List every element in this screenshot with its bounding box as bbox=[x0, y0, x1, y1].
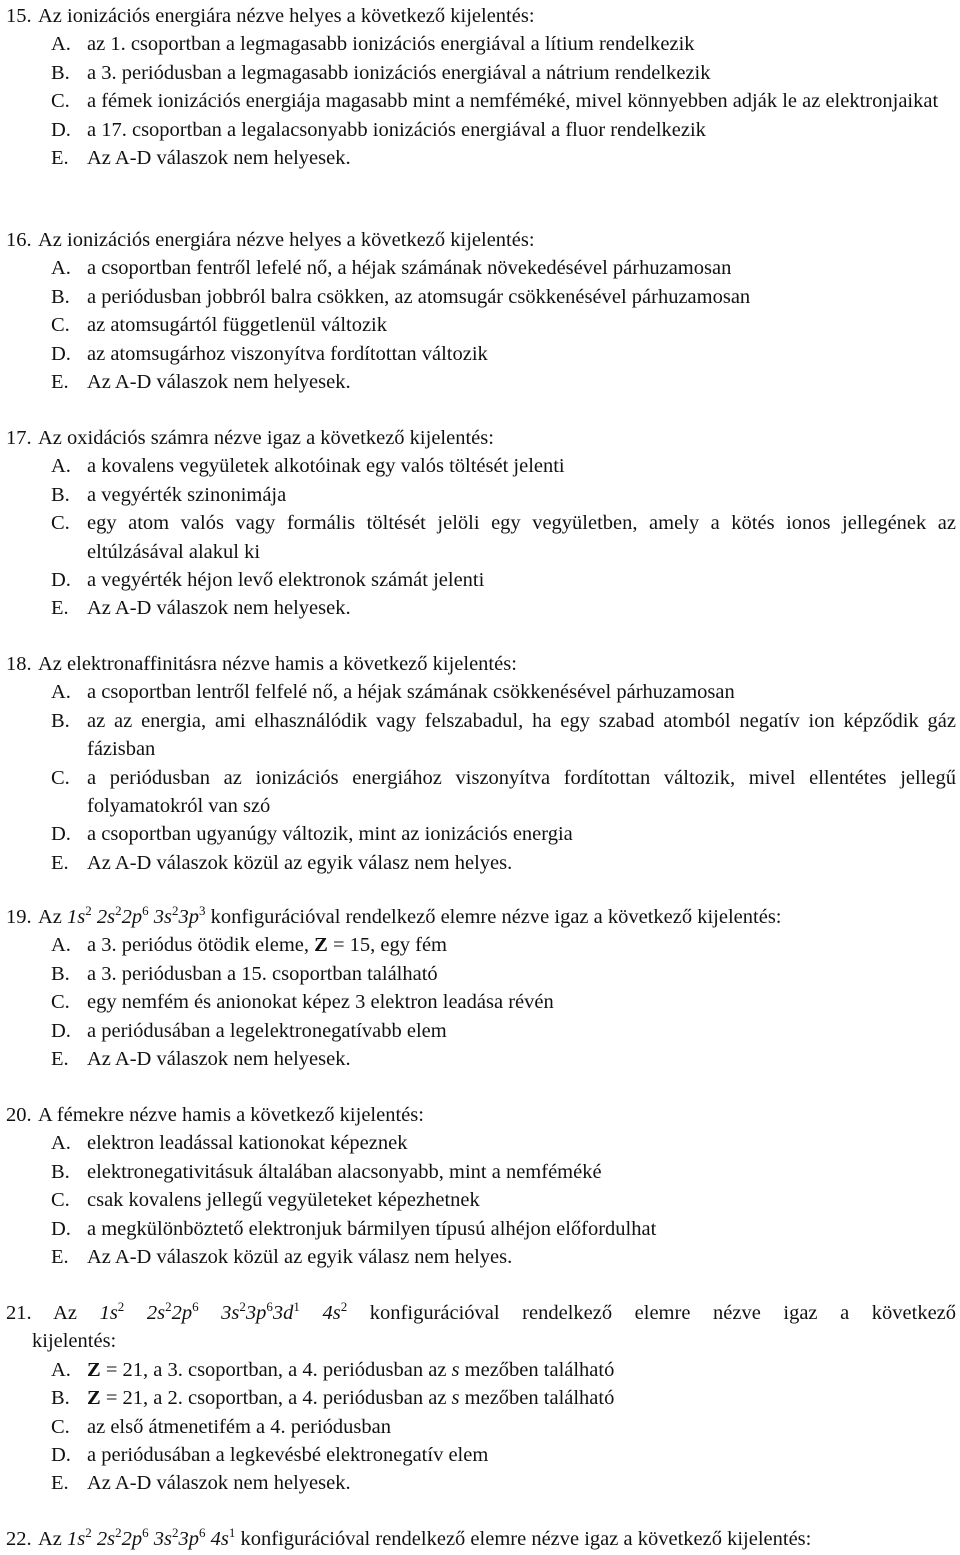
option-letter: C. bbox=[51, 314, 70, 337]
stem-suffix: konfigurációval rendelkező elemre nézve igaz a következő kijelentés: bbox=[235, 1528, 812, 1550]
config-orbital: 2p bbox=[121, 906, 143, 928]
option-letter: B. bbox=[51, 285, 70, 308]
option-text: a periódusban jobbról balra csökken, az atomsugár csökkenésével párhuzamosan bbox=[87, 285, 751, 308]
answer-option bbox=[6, 764, 956, 821]
question-text: Az ionizációs energiára nézve helyes a következő kijelentés: bbox=[38, 229, 535, 251]
option-text: a 17. csoportban a legalacsonyabb ionizációs energiával a fluor rendelkezik bbox=[87, 118, 706, 141]
question-19 bbox=[6, 903, 956, 1073]
option-text: Az A-D válaszok közül az egyik válasz nem helyes. bbox=[87, 1246, 513, 1269]
option-letter: A. bbox=[51, 1132, 71, 1155]
option-text-part: = 21, a 2. csoportban, a 4. periódusban az bbox=[100, 1387, 452, 1410]
question-text: Az ionizációs energiára nézve helyes a következő kijelentés: bbox=[38, 5, 535, 27]
option-letter: A. bbox=[51, 681, 71, 704]
config-orbital: 3p bbox=[178, 1528, 199, 1550]
stem-prefix: Az bbox=[53, 1302, 100, 1324]
question-text bbox=[53, 1299, 957, 1324]
config-exponent: 2 bbox=[171, 903, 179, 918]
option-text: elektronegativitásuk általában alacsonyabb, mint a nemféméké bbox=[87, 1160, 602, 1183]
option-letter: A. bbox=[51, 1358, 71, 1381]
question-stem bbox=[6, 226, 956, 254]
answer-option bbox=[6, 340, 956, 368]
config-orbital: 3s bbox=[198, 1302, 240, 1324]
answer-option bbox=[6, 1045, 956, 1073]
option-text: Az A-D válaszok nem helyesek. bbox=[87, 1472, 351, 1495]
option-text-part: a 3. periódus ötödik eleme, bbox=[87, 934, 315, 957]
option-letter: E. bbox=[51, 1246, 69, 1269]
option-letter: E. bbox=[51, 597, 69, 620]
option-text: a periódusában a legelektronegatívabb elem bbox=[87, 1019, 447, 1042]
option-letter: A. bbox=[51, 257, 71, 280]
config-exponent: 6 bbox=[266, 1299, 273, 1314]
option-text: elektron leadással kationokat képeznek bbox=[87, 1132, 408, 1155]
answer-option bbox=[6, 1215, 956, 1243]
config-orbital: 1s bbox=[67, 1528, 86, 1550]
answer-option bbox=[6, 59, 956, 87]
stem-suffix: konfigurációval rendelkező elemre nézve igaz a következő bbox=[347, 1302, 957, 1324]
option-text: a csoportban lentről felfelé nő, a héjak számának csökkenésével párhuzamosan bbox=[87, 681, 735, 704]
option-text: egy nemfém és anionokat képez 3 elektron leadása révén bbox=[87, 991, 554, 1014]
option-letter: D. bbox=[51, 823, 71, 846]
config-exponent: 1 bbox=[293, 1299, 300, 1314]
option-text: az atomsugártól függetlenül változik bbox=[87, 314, 388, 337]
question-number: 17. bbox=[6, 427, 32, 449]
option-letter: B. bbox=[51, 61, 70, 84]
option-letter: E. bbox=[51, 147, 69, 170]
option-letter: E. bbox=[51, 1048, 69, 1071]
atomic-number-symbol: Z bbox=[87, 1358, 101, 1381]
question-17 bbox=[6, 424, 956, 623]
config-exponent: 2 bbox=[117, 1299, 125, 1314]
option-letter: D. bbox=[51, 569, 71, 592]
question-number: 21. bbox=[6, 1302, 32, 1324]
question-text bbox=[38, 903, 956, 931]
config-exponent: 6 bbox=[192, 1299, 199, 1314]
question-16 bbox=[6, 226, 956, 396]
stem-suffix: konfigurációval rendelkező elemre nézve igaz a következő kijelentés: bbox=[205, 906, 782, 928]
option-letter: B. bbox=[51, 709, 70, 732]
config-orbital: 4s bbox=[299, 1302, 341, 1324]
block-symbol: s bbox=[451, 1387, 460, 1410]
atomic-number-symbol: Z bbox=[87, 1387, 101, 1410]
option-text bbox=[87, 931, 956, 959]
answer-option bbox=[6, 1441, 956, 1469]
option-letter: E. bbox=[51, 371, 69, 394]
option-text: az az energia, ami elhasználódik vagy felszabadul, ha egy szabad atomból negatív ion képződik gáz fázisban bbox=[87, 709, 956, 761]
option-text bbox=[87, 1356, 956, 1384]
option-letter: A. bbox=[51, 33, 71, 56]
option-letter: E. bbox=[51, 1472, 69, 1495]
question-stem bbox=[6, 1101, 956, 1129]
option-text: a fémek ionizációs energiája magasabb mint a nemféméké, mivel könnyebben adják le az elektronjaikat bbox=[87, 90, 939, 113]
config-orbital: 4s bbox=[205, 1528, 229, 1550]
option-letter: C. bbox=[51, 1415, 70, 1438]
question-text: Az oxidációs számra nézve igaz a következő kijelentés: bbox=[38, 427, 494, 449]
stem-prefix: Az bbox=[38, 1528, 68, 1550]
question-stem bbox=[6, 1299, 956, 1327]
config-exponent: 2 bbox=[340, 1299, 348, 1314]
option-letter: C. bbox=[51, 1189, 70, 1212]
question-text: A fémekre nézve hamis a következő kijelentés: bbox=[38, 1104, 424, 1126]
config-orbital: 1s bbox=[99, 1302, 118, 1324]
config-orbital: 3s bbox=[148, 906, 172, 928]
option-letter: C. bbox=[51, 766, 70, 789]
question-22 bbox=[6, 1525, 956, 1553]
question-number: 22. bbox=[6, 1528, 32, 1550]
question-number: 15. bbox=[6, 5, 32, 27]
question-18 bbox=[6, 650, 956, 877]
option-text: Az A-D válaszok nem helyesek. bbox=[87, 147, 351, 170]
option-letter: B. bbox=[51, 483, 70, 506]
option-text: a csoportban fentről lefelé nő, a héjak számának növekedésével párhuzamosan bbox=[87, 257, 732, 280]
answer-option bbox=[6, 594, 956, 622]
option-letter: A. bbox=[51, 934, 71, 957]
answer-option bbox=[6, 1384, 956, 1412]
option-text: Az A-D válaszok nem helyesek. bbox=[87, 597, 351, 620]
answer-option bbox=[6, 509, 956, 566]
config-orbital: 3p bbox=[178, 906, 199, 928]
config-orbital: 2s bbox=[91, 1528, 116, 1550]
option-text: a megkülönböztető elektronjuk bármilyen típusú alhéjon előfordulhat bbox=[87, 1217, 657, 1240]
answer-option bbox=[6, 30, 956, 58]
question-number: 20. bbox=[6, 1104, 32, 1126]
config-exponent: 2 bbox=[171, 1525, 179, 1540]
answer-option bbox=[6, 707, 956, 764]
answer-option bbox=[6, 820, 956, 848]
question-20 bbox=[6, 1101, 956, 1271]
answer-option bbox=[6, 481, 956, 509]
answer-option bbox=[6, 1158, 956, 1186]
option-text: az atomsugárhoz viszonyítva fordítottan változik bbox=[87, 342, 488, 365]
answer-option bbox=[6, 960, 956, 988]
question-stem bbox=[6, 903, 956, 931]
option-letter: B. bbox=[51, 962, 70, 985]
option-text: Az A-D válaszok nem helyesek. bbox=[87, 1048, 351, 1071]
question-21 bbox=[6, 1299, 956, 1498]
option-letter: C. bbox=[51, 991, 70, 1014]
option-text: a 3. periódusban a 15. csoportban található bbox=[87, 962, 438, 985]
question-stem bbox=[6, 424, 956, 452]
question-number: 16. bbox=[6, 229, 32, 251]
answer-option bbox=[6, 566, 956, 594]
config-exponent: 2 bbox=[115, 903, 122, 918]
option-text bbox=[87, 1384, 956, 1412]
config-orbital: 2p bbox=[121, 1528, 143, 1550]
config-exponent: 3 bbox=[198, 903, 206, 918]
option-text: Az A-D válaszok közül az egyik válasz nem helyes. bbox=[87, 851, 513, 874]
option-text: a periódusában a legkevésbé elektronegatív elem bbox=[87, 1444, 489, 1467]
config-exponent: 2 bbox=[239, 1299, 246, 1314]
config-orbital: 2s bbox=[124, 1302, 166, 1324]
config-exponent: 2 bbox=[85, 903, 92, 918]
config-orbital: 3d bbox=[272, 1302, 294, 1324]
option-letter: C. bbox=[51, 90, 70, 113]
answer-option bbox=[6, 1356, 956, 1384]
question-stem bbox=[6, 1525, 956, 1553]
option-text: Az A-D válaszok nem helyesek. bbox=[87, 371, 351, 394]
config-orbital: 1s bbox=[67, 906, 86, 928]
config-orbital: 2p bbox=[171, 1302, 193, 1324]
option-text: a csoportban ugyanúgy változik, mint az ionizációs energia bbox=[87, 823, 573, 846]
option-text: egy atom valós vagy formális töltését jelöli egy vegyületben, amely a kötés ionos jellegének az eltúlzásával alakul ki bbox=[87, 512, 956, 563]
config-exponent: 6 bbox=[142, 903, 149, 918]
answer-option bbox=[6, 1243, 956, 1271]
option-text: csak kovalens jellegű vegyületeket képezhetnek bbox=[87, 1189, 480, 1212]
config-orbital: 3s bbox=[148, 1528, 172, 1550]
answer-option bbox=[6, 849, 956, 877]
option-text: a kovalens vegyületek alkotóinak egy valós töltését jelenti bbox=[87, 455, 565, 478]
config-exponent: 6 bbox=[142, 1525, 149, 1540]
answer-option bbox=[6, 1017, 956, 1045]
question-stem bbox=[6, 650, 956, 678]
option-text-part: mezőben található bbox=[459, 1387, 615, 1410]
option-letter: B. bbox=[51, 1160, 70, 1183]
answer-option bbox=[6, 283, 956, 311]
answer-option bbox=[6, 144, 956, 172]
answer-option bbox=[6, 1469, 956, 1497]
answer-option bbox=[6, 87, 956, 115]
question-text bbox=[38, 1525, 956, 1553]
config-exponent: 2 bbox=[115, 1525, 122, 1540]
option-text: az 1. csoportban a legmagasabb ionizációs energiával a lítium rendelkezik bbox=[87, 33, 695, 56]
option-text: a periódusban az ionizációs energiához viszonyítva fordítottan változik, mivel ellentétes jellegű folyamatokról van szó bbox=[87, 766, 956, 818]
option-letter: B. bbox=[51, 1387, 70, 1410]
option-letter: E. bbox=[51, 851, 69, 874]
block-symbol: s bbox=[451, 1358, 460, 1381]
question-stem bbox=[6, 2, 956, 30]
answer-option bbox=[6, 452, 956, 480]
answer-option bbox=[6, 1413, 956, 1441]
option-text: az első átmenetifém a 4. periódusban bbox=[87, 1415, 391, 1438]
option-letter: D. bbox=[51, 1019, 71, 1042]
answer-option bbox=[6, 988, 956, 1016]
answer-option bbox=[6, 311, 956, 339]
config-exponent: 1 bbox=[228, 1525, 236, 1540]
atomic-number-symbol: Z bbox=[314, 934, 328, 957]
answer-option bbox=[6, 116, 956, 144]
config-orbital: 2s bbox=[91, 906, 116, 928]
config-exponent: 2 bbox=[85, 1525, 92, 1540]
option-letter: D. bbox=[51, 118, 71, 141]
option-text-part: = 21, a 3. csoportban, a 4. periódusban az bbox=[100, 1358, 452, 1381]
option-letter: D. bbox=[51, 1217, 71, 1240]
answer-option bbox=[6, 368, 956, 396]
option-text-part: = 15, egy fém bbox=[327, 934, 447, 957]
question-stem-continuation: kijelentés: bbox=[32, 1330, 117, 1353]
config-exponent: 2 bbox=[165, 1299, 172, 1314]
question-15 bbox=[6, 2, 956, 172]
option-text: a 3. periódusban a legmagasabb ionizációs energiával a nátrium rendelkezik bbox=[87, 61, 711, 84]
option-letter: C. bbox=[51, 512, 70, 535]
answer-option bbox=[6, 931, 956, 959]
answer-option bbox=[6, 1186, 956, 1214]
option-text-part: mezőben található bbox=[459, 1358, 615, 1381]
answer-option bbox=[6, 254, 956, 282]
option-letter: A. bbox=[51, 455, 71, 478]
option-letter: D. bbox=[51, 342, 71, 365]
answer-option bbox=[6, 678, 956, 706]
answer-option bbox=[6, 1129, 956, 1157]
option-text: a vegyérték héjon levő elektronok számát jelenti bbox=[87, 569, 485, 592]
question-number: 19. bbox=[6, 906, 32, 928]
config-orbital: 3p bbox=[245, 1302, 267, 1324]
option-text: a vegyérték szinonimája bbox=[87, 483, 287, 506]
config-exponent: 6 bbox=[198, 1525, 206, 1540]
question-number: 18. bbox=[6, 653, 32, 675]
question-text: Az elektronaffinitásra nézve hamis a következő kijelentés: bbox=[38, 653, 517, 675]
option-letter: D. bbox=[51, 1444, 71, 1467]
stem-prefix: Az bbox=[38, 906, 68, 928]
